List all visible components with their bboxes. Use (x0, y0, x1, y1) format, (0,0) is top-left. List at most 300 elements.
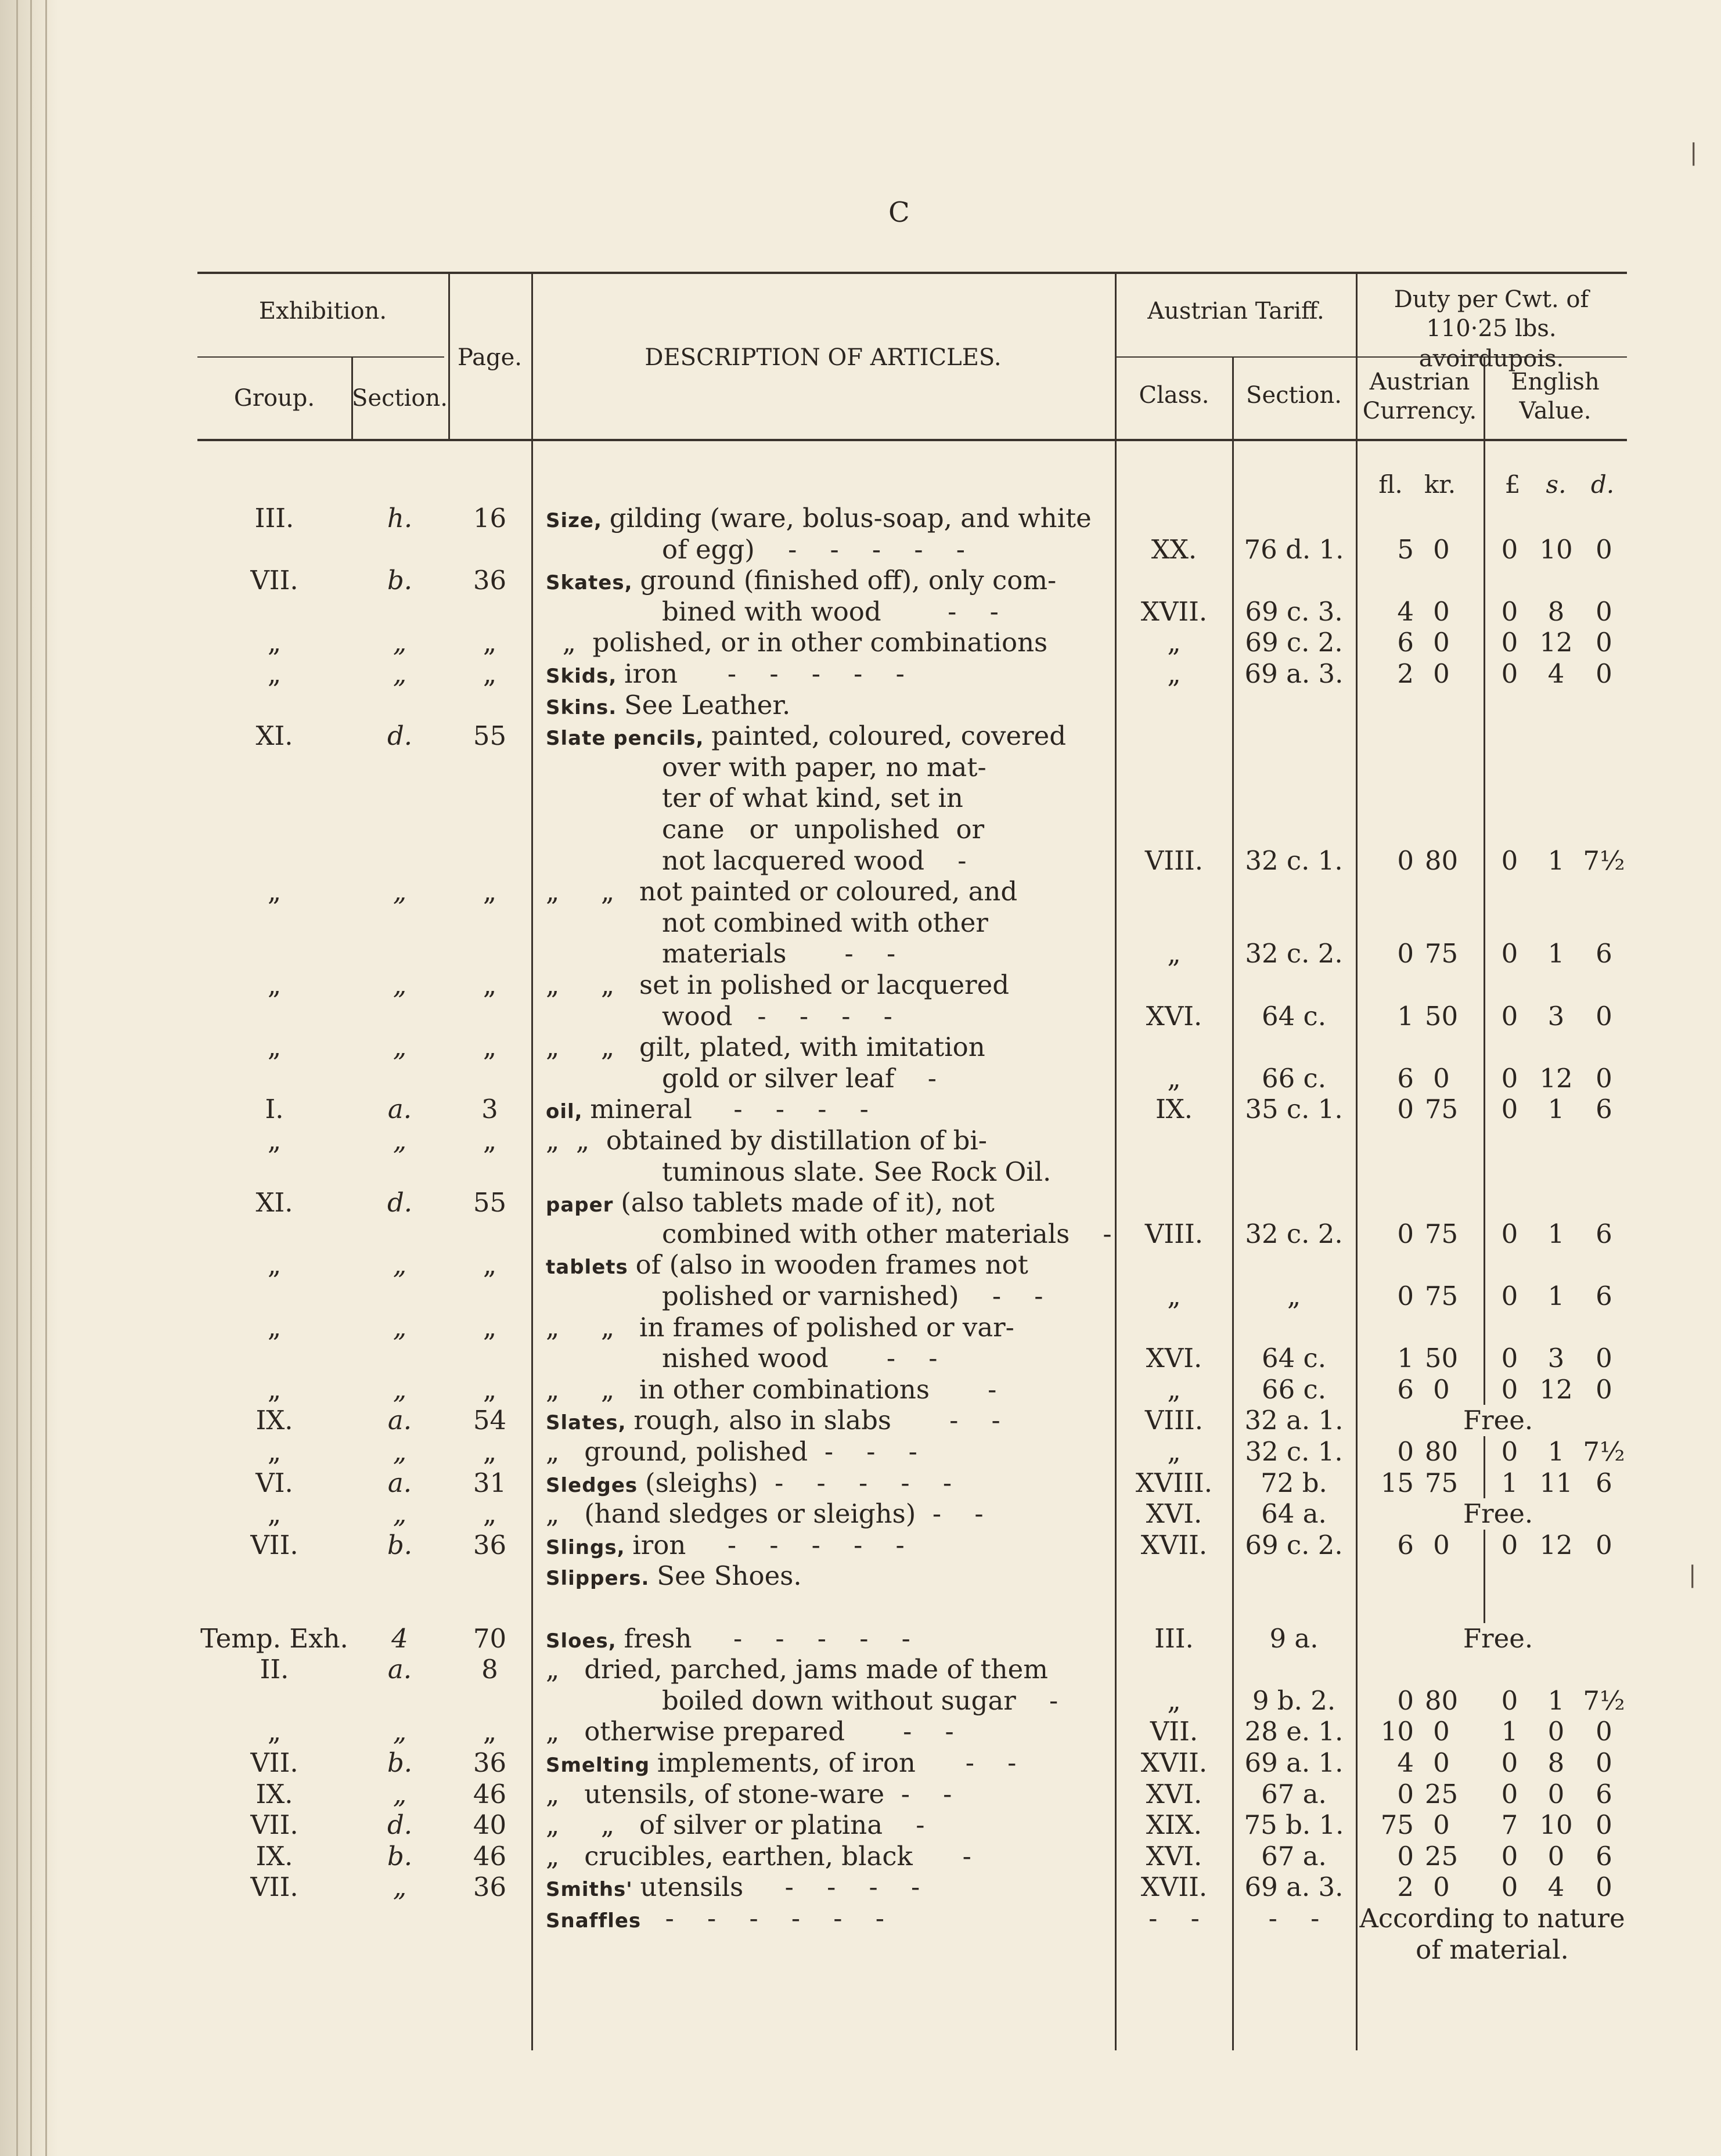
cell-s: 10 (1539, 1809, 1573, 1841)
cell-d: 6 (1596, 1218, 1612, 1249)
entry-term: Slates, (546, 1411, 634, 1435)
cell-l: 0 (1501, 596, 1518, 627)
cell-l: 0 (1501, 845, 1518, 876)
cell-fl: 0 (1397, 1218, 1414, 1249)
description (546, 969, 1009, 1001)
cell-d: 0 (1596, 1872, 1612, 1903)
cell-d: 0 (1596, 1809, 1612, 1841)
unit-shilling: s. (1546, 470, 1567, 499)
entry-text: „ utensils, of stone-ware - - (546, 1778, 952, 1809)
entry-term: Smelting (546, 1754, 657, 1777)
description (662, 1281, 1043, 1312)
cell-page: „ (483, 1498, 497, 1530)
description (546, 1623, 910, 1657)
description (546, 1468, 952, 1501)
col-divider (531, 274, 533, 2050)
entry-text: iron - - - - - (624, 658, 905, 689)
cell-tsec: 69 a. 3. (1244, 1872, 1344, 1903)
description (546, 1841, 971, 1872)
cell-section: „ (393, 1311, 407, 1343)
cell-page: 70 (473, 1623, 507, 1654)
header-bottom-rule (197, 439, 1627, 441)
cell-l: 0 (1501, 1872, 1518, 1903)
entry-text: materials - - (662, 938, 896, 969)
entry-term: Sledges (546, 1473, 646, 1497)
description (546, 1312, 1014, 1343)
cell-tsec: „ (1287, 1281, 1301, 1311)
cell-fl: 1 (1397, 1343, 1414, 1374)
cell-page: 31 (473, 1467, 507, 1498)
description (546, 1779, 952, 1810)
cell-kr: 50 (1424, 1343, 1459, 1374)
cell-tsec: 28 e. 1. (1244, 1716, 1344, 1747)
cell-tsec: 32 c. 1. (1245, 1436, 1343, 1467)
cell-section: d. (387, 1187, 413, 1218)
description (546, 503, 1092, 536)
description (546, 627, 1047, 658)
description (662, 938, 895, 969)
cell-class: „ (1167, 938, 1181, 969)
cell-l: 7 (1501, 1809, 1518, 1841)
cell-kr: 80 (1424, 845, 1459, 876)
cell-class: XIX. (1146, 1809, 1202, 1841)
cell-page: „ (483, 1716, 497, 1747)
cell-class: „ (1167, 1281, 1181, 1311)
cell-tsec: 75 b. 1. (1244, 1809, 1344, 1841)
cell-section: b. (387, 565, 413, 596)
description (662, 1218, 1112, 1250)
entry-text: See Shoes. (657, 1560, 802, 1592)
cell-class: VII. (1150, 1716, 1198, 1747)
tariff-subrule (1116, 356, 1357, 358)
entry-term: Slate pencils, (546, 727, 712, 751)
entry-text: „ crucibles, earthen, black - (546, 1840, 971, 1872)
cell-l: 0 (1501, 1778, 1518, 1809)
unit-pence: d. (1590, 470, 1615, 499)
description (662, 1063, 937, 1094)
cell-page: 36 (473, 565, 507, 596)
cell-kr: 0 (1433, 658, 1450, 689)
cell-class: XVII. (1140, 596, 1208, 627)
cell-kr: 0 (1433, 1716, 1450, 1747)
cell-class: XVII. (1140, 1747, 1208, 1778)
header-section: Section. (352, 385, 448, 412)
cell-group: „ (267, 969, 282, 1000)
entry-term: Size, (546, 509, 610, 532)
cell-kr: 50 (1424, 1000, 1459, 1032)
entry-text: rough, also in slabs - - (633, 1405, 1000, 1436)
cell-l: 0 (1501, 533, 1518, 565)
cell-s: 4 (1547, 658, 1565, 689)
description (662, 814, 984, 845)
cell-class: „ (1167, 1685, 1181, 1716)
cell-s: 3 (1547, 1000, 1565, 1032)
cell-class: - - (1148, 1903, 1200, 1934)
cell-group: „ (267, 1373, 282, 1405)
description (662, 752, 986, 783)
cell-page: 54 (473, 1405, 507, 1436)
cell-page: „ (483, 969, 497, 1000)
entry-term: Skids, (546, 665, 625, 688)
entry-term: Skates, (546, 571, 640, 595)
cell-page: „ (483, 1125, 497, 1156)
spine-edge (16, 0, 18, 2156)
cell-section: „ (393, 1778, 407, 1809)
cell-tsec: 69 c. 3. (1245, 596, 1343, 627)
cell-tsec: 64 c. (1261, 1343, 1327, 1374)
cell-tsec: 67 a. (1261, 1840, 1327, 1872)
description (546, 1903, 884, 1937)
description (662, 1685, 1058, 1717)
cell-kr: 0 (1433, 1529, 1450, 1560)
cell-page: 55 (473, 1187, 507, 1218)
entry-text: „ „ gilt, plated, with imitation (546, 1032, 985, 1063)
cell-page: 36 (473, 1747, 507, 1778)
cell-tsec: 32 c. 2. (1245, 938, 1343, 969)
cell-group: „ (267, 876, 282, 907)
cell-s: 1 (1547, 1281, 1565, 1311)
entry-text: painted, coloured, covered (711, 720, 1067, 752)
cell-class: VIII. (1144, 845, 1204, 876)
description (546, 1716, 954, 1747)
header-austrian-currency: Currency. (1362, 398, 1477, 424)
entry-text: iron - - - - - (632, 1529, 905, 1560)
description (546, 1530, 905, 1563)
cell-tsec: 64 c. (1261, 1000, 1327, 1032)
spine-edge (30, 0, 32, 2156)
entry-term: paper (546, 1194, 621, 1217)
cell-s: 0 (1547, 1840, 1565, 1872)
cell-page: „ (483, 627, 497, 658)
cell-kr: 75 (1424, 1281, 1459, 1311)
cell-class: XVI. (1146, 1000, 1202, 1032)
cell-tsec: 32 a. 1. (1244, 1405, 1344, 1436)
cell-page: 3 (481, 1094, 498, 1125)
cell-class: XVII. (1140, 1872, 1208, 1903)
entry-text: of (also in wooden frames not (635, 1249, 1028, 1281)
header-duty-line1: Duty per Cwt. of (1394, 286, 1589, 313)
cell-section: „ (393, 1436, 407, 1467)
entry-text: „ dried, parched, jams made of them (546, 1654, 1048, 1685)
header-duty-line2: 110·25 lbs. avoirdupois. (1418, 315, 1564, 372)
entry-text: not combined with other (662, 907, 988, 938)
description (546, 1032, 985, 1063)
cell-kr: 75 (1424, 938, 1459, 969)
cell-l: 1 (1501, 1467, 1518, 1498)
cell-class: „ (1167, 658, 1181, 689)
cell-group: XI. (255, 720, 293, 752)
cell-d: 7½ (1583, 1436, 1625, 1467)
cell-group: „ (267, 1716, 282, 1747)
cell-l: 0 (1501, 1436, 1518, 1467)
cell-s: 12 (1539, 1062, 1573, 1094)
cell-group: VII. (250, 1872, 298, 1903)
cell-page: „ (483, 1032, 497, 1063)
cell-fl: 6 (1397, 1062, 1414, 1094)
cell-fl: 0 (1397, 1840, 1414, 1872)
entry-text: „ „ obtained by distillation of bi- (546, 1125, 987, 1156)
cell-tsec: 32 c. 1. (1245, 845, 1343, 876)
cell-group: IX. (255, 1778, 293, 1809)
entry-text: „ polished, or in other combinations (546, 627, 1048, 658)
cell-group: VII. (250, 1809, 298, 1841)
cell-page: „ (483, 1311, 497, 1343)
cell-page: „ (483, 876, 497, 907)
cell-group: „ (267, 1249, 282, 1281)
cell-kr: 0 (1433, 1062, 1450, 1094)
cell-d: 0 (1596, 1716, 1612, 1747)
cell-page: „ (483, 1249, 497, 1281)
cell-group: „ (267, 1125, 282, 1156)
cell-kr: 80 (1424, 1685, 1459, 1716)
header-austrian-tariff: Austrian Tariff. (1147, 298, 1324, 325)
unit-kr: kr. (1424, 470, 1456, 499)
cell-page: 8 (481, 1654, 498, 1685)
cell-fl: 0 (1397, 1436, 1414, 1467)
description (546, 1187, 995, 1221)
cell-s: 1 (1547, 1094, 1565, 1125)
unit-pound: £ (1504, 470, 1521, 499)
cell-tsec: 9 b. 2. (1252, 1685, 1336, 1716)
cell-d: 7½ (1583, 845, 1625, 876)
entry-term: Slings, (546, 1535, 633, 1559)
cell-group: VII. (250, 565, 298, 596)
cell-d: 7½ (1583, 1685, 1625, 1716)
cell-d: 0 (1596, 658, 1612, 689)
cell-group: II. (260, 1654, 289, 1685)
cell-d: 0 (1596, 627, 1612, 658)
cell-group: „ (267, 658, 282, 689)
cell-kr: 0 (1433, 627, 1450, 658)
cell-group: IX. (255, 1840, 293, 1872)
col-divider (1356, 274, 1358, 2050)
cell-fl: 5 (1397, 533, 1414, 565)
cell-page: „ (483, 1436, 497, 1467)
cell-group: Temp. Exh. (200, 1623, 348, 1654)
cell-l: 0 (1501, 1373, 1518, 1405)
cell-class: III. (1154, 1623, 1194, 1654)
cell-d: 0 (1596, 1529, 1612, 1560)
cell-fl: 4 (1397, 1747, 1414, 1778)
entry-text: gilding (ware, bolus-soap, and white (609, 503, 1092, 533)
description (662, 1156, 1051, 1188)
cell-s: 1 (1547, 845, 1565, 876)
cell-group: IX. (255, 1405, 293, 1436)
description (546, 1125, 987, 1156)
cell-tsec: 72 b. (1261, 1467, 1327, 1498)
entry-text: „ „ in frames of polished or var- (546, 1311, 1014, 1343)
cell-l: 0 (1501, 1218, 1518, 1249)
description (662, 907, 988, 939)
cell-fl: 0 (1397, 1281, 1414, 1311)
entry-text: implements, of iron - - (657, 1747, 1017, 1778)
description (546, 1809, 925, 1841)
cell-class: XVI. (1146, 1498, 1202, 1530)
entry-text: nished wood - - (662, 1343, 938, 1374)
entry-text: combined with other materials - (662, 1218, 1112, 1249)
entry-term: Slippers. (546, 1567, 657, 1591)
cell-section: „ (393, 1125, 407, 1156)
cell-tsec: 35 c. 1. (1245, 1094, 1343, 1125)
cell-page: „ (483, 1373, 497, 1405)
description (546, 720, 1066, 754)
cell-tsec: 76 d. 1. (1244, 533, 1344, 565)
entry-text: ter of what kind, set in (662, 783, 963, 814)
cell-kr: 75 (1424, 1094, 1459, 1125)
cell-fl: 0 (1397, 1685, 1414, 1716)
cell-d: 0 (1596, 1747, 1612, 1778)
cell-fl: 0 (1397, 938, 1414, 969)
cell-tsec: 66 c. (1261, 1373, 1327, 1405)
cell-d: 6 (1596, 1094, 1612, 1125)
entry-text: boiled down without sugar - (662, 1685, 1058, 1716)
cell-s: 0 (1547, 1716, 1565, 1747)
cell-s: 0 (1547, 1778, 1565, 1809)
entry-text: See Leather. (624, 689, 791, 720)
cell-l: 0 (1501, 658, 1518, 689)
entry-text: of egg) - - - - - (662, 533, 965, 565)
cell-s: 12 (1539, 1373, 1573, 1405)
cell-section: b. (387, 1747, 413, 1778)
cell-page: 36 (473, 1529, 507, 1560)
cell-d: 0 (1596, 1000, 1612, 1032)
entry-text: utensils - - - - (640, 1872, 920, 1903)
cell-kr: 75 (1424, 1467, 1459, 1498)
cell-section: d. (387, 1809, 413, 1841)
entry-text: gold or silver leaf - (662, 1062, 937, 1094)
cell-s: 1 (1547, 1218, 1565, 1249)
cell-s: 12 (1539, 627, 1573, 658)
cell-kr: 0 (1433, 1872, 1450, 1903)
entry-text: „ ground, polished - - - (546, 1436, 917, 1467)
cell-l: 1 (1501, 1716, 1518, 1747)
entry-term: tablets (546, 1256, 636, 1279)
cell-s: 1 (1547, 938, 1565, 969)
cell-fl: 6 (1397, 1529, 1414, 1560)
cell-group: I. (265, 1094, 284, 1125)
entry-text: (sleighs) - - - - - (645, 1467, 952, 1498)
cell-fl: 2 (1397, 1872, 1414, 1903)
cell-s: 12 (1539, 1529, 1573, 1560)
cell-kr: 0 (1433, 1809, 1450, 1841)
cell-fl: 0 (1397, 1778, 1414, 1809)
cell-d: 6 (1596, 1281, 1612, 1311)
cell-l: 0 (1501, 1000, 1518, 1032)
header-tariff-section: Section. (1246, 382, 1342, 409)
cell-kr: 0 (1433, 1747, 1450, 1778)
cell-page: 36 (473, 1872, 507, 1903)
cell-fl: 10 (1380, 1716, 1414, 1747)
cell-kr: 80 (1424, 1436, 1459, 1467)
description (546, 565, 1056, 599)
entry-text: „ „ of silver or platina - (546, 1809, 925, 1841)
cell-section: a. (387, 1654, 412, 1685)
description (546, 1747, 1016, 1781)
entry-text: „ „ set in polished or lacquered (546, 969, 1010, 1000)
header-english-value: Value. (1519, 398, 1592, 424)
description (546, 1094, 869, 1127)
header-page: Page. (458, 344, 522, 371)
cell-class: VIII. (1144, 1218, 1204, 1249)
description (546, 1405, 1000, 1438)
entry-text: „ (hand sledges or sleighs) - - (546, 1498, 984, 1530)
cell-tsec: 67 a. (1261, 1778, 1327, 1809)
description (662, 845, 967, 877)
entry-text: „ „ not painted or coloured, and (546, 876, 1018, 907)
cell-section: b. (387, 1840, 413, 1872)
duty-free: Free. (1417, 1405, 1579, 1436)
description (546, 1560, 802, 1594)
cell-tsec: 32 c. 2. (1245, 1218, 1343, 1249)
cell-tsec: 9 a. (1269, 1623, 1319, 1654)
duty-free: Free. (1417, 1498, 1579, 1530)
cell-group: VI. (255, 1467, 293, 1498)
entry-text: (also tablets made of it), not (621, 1187, 995, 1218)
cell-section: „ (393, 627, 407, 658)
entry-text: cane or unpolished or (662, 814, 985, 845)
cell-tsec: 64 a. (1261, 1498, 1327, 1530)
cell-class: XVI. (1146, 1343, 1202, 1374)
description (546, 1654, 1048, 1685)
cell-section: a. (387, 1467, 412, 1498)
entry-text: polished or varnished) - - (662, 1281, 1043, 1311)
description (546, 1498, 984, 1530)
cell-class: „ (1167, 1062, 1181, 1094)
cell-l: 0 (1501, 1529, 1518, 1560)
cell-group: „ (267, 1311, 282, 1343)
cell-tsec: 69 a. 1. (1244, 1747, 1344, 1778)
cell-group: VII. (250, 1747, 298, 1778)
cell-tsec: - - (1268, 1903, 1320, 1934)
entry-term: Smiths' (546, 1878, 640, 1902)
cell-l: 0 (1501, 1094, 1518, 1125)
cell-tsec: 69 a. 3. (1244, 658, 1344, 689)
cell-class: XVI. (1146, 1778, 1202, 1809)
cell-section: „ (393, 1498, 407, 1530)
cell-fl: 6 (1397, 627, 1414, 658)
description (662, 1343, 937, 1374)
entry-text: „ otherwise prepared - - (546, 1716, 954, 1747)
entry-text: mineral - - - - (590, 1094, 869, 1125)
unit-fl: fl. (1378, 470, 1403, 499)
entry-term: Snaffles (546, 1909, 649, 1933)
cell-fl: 4 (1397, 596, 1414, 627)
entry-text: not lacquered wood - (662, 845, 967, 876)
cell-fl: 6 (1397, 1373, 1414, 1405)
cell-d: 0 (1596, 1062, 1612, 1094)
cell-l: 0 (1501, 1840, 1518, 1872)
cell-section: „ (393, 1032, 407, 1063)
duty-note: of material. (1359, 1934, 1626, 1966)
cell-s: 4 (1547, 1872, 1565, 1903)
cell-d: 0 (1596, 596, 1612, 627)
entry-text: - - - - - - (649, 1903, 884, 1934)
cell-group: „ (267, 627, 282, 658)
cell-group: „ (267, 1032, 282, 1063)
entry-text: „ „ in other combinations - (546, 1373, 997, 1405)
cell-group: VII. (250, 1529, 298, 1560)
description (546, 1374, 996, 1405)
cell-l: 0 (1501, 1747, 1518, 1778)
header-exhibition: Exhibition. (258, 298, 387, 325)
description (546, 876, 1017, 907)
cell-d: 6 (1596, 1778, 1612, 1809)
book-spine (0, 0, 58, 2156)
header-class: Class. (1139, 382, 1209, 409)
cell-section: „ (393, 658, 407, 689)
spine-edge (45, 0, 47, 2156)
entry-term: Sloes, (546, 1629, 624, 1653)
